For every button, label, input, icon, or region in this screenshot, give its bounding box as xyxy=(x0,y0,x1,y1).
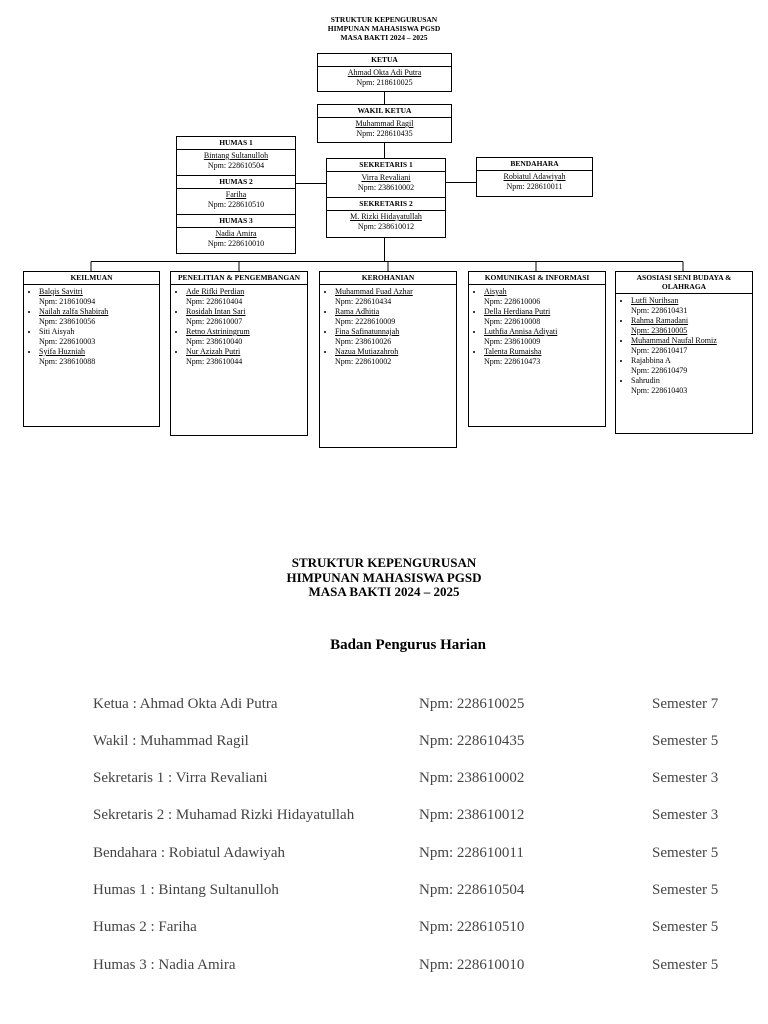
humas-3-name: Nadia Amira xyxy=(215,229,257,238)
member-name: Retno Astriningrum xyxy=(186,327,250,336)
member-name: Syifa Huzniah xyxy=(39,347,85,356)
member-name: Lutfi Nurihsan xyxy=(631,296,679,305)
member-name: Fina Safinatunnajah xyxy=(335,327,400,336)
member-name: Rama Adhitia xyxy=(335,307,380,316)
member-list xyxy=(320,285,456,367)
sekretaris-1-box xyxy=(326,158,446,198)
table-row xyxy=(0,807,768,827)
row-npm: Npm: 228610011 xyxy=(419,845,524,861)
member-name: Muhammad Fuad Azhar xyxy=(335,287,413,296)
member-name: Muhammad Naufal Romiz xyxy=(631,336,717,345)
table-row xyxy=(0,882,768,902)
humas-1-name: Bintang Sultanulloh xyxy=(203,151,269,160)
member-name: Nur Azizah Putri xyxy=(186,347,241,356)
member-npm: Npm: 238610044 xyxy=(186,357,243,366)
wakil-ketua-box xyxy=(317,104,452,143)
row-semester: Semester 5 xyxy=(652,733,719,749)
list-item xyxy=(335,307,456,327)
list-item xyxy=(484,287,605,307)
list-item xyxy=(186,287,307,307)
list-item xyxy=(335,287,456,307)
member-name: Ade Rifki Perdian xyxy=(186,287,245,296)
row-semester: Semester 5 xyxy=(652,845,719,861)
row-label: Humas 3 : Nadia Amira xyxy=(93,957,236,973)
member-npm: Npm: 228610434 xyxy=(335,297,392,306)
row-label: Sekretaris 1 : Virra Revaliani xyxy=(93,770,268,786)
document-title xyxy=(0,556,768,600)
wakil-ketua-name: Muhammad Ragil xyxy=(355,119,414,128)
bendahara-box xyxy=(476,157,593,197)
member-list xyxy=(24,285,159,367)
humas-3-npm: Npm: 228610010 xyxy=(207,238,265,248)
list-item xyxy=(631,376,752,396)
humas-2-title: HUMAS 2 xyxy=(177,176,295,189)
wakil-ketua-title: WAKIL KETUA xyxy=(318,105,451,118)
list-item xyxy=(186,307,307,327)
member-npm: Npm: 228610417 xyxy=(631,346,688,355)
member-name: Talenta Rumaisha xyxy=(484,347,542,356)
humas-2-name: Fariha xyxy=(225,190,247,199)
list-item xyxy=(631,356,752,376)
member-npm: Npm: 228610008 xyxy=(484,317,541,326)
row-npm: Npm: 238610002 xyxy=(419,770,525,786)
org-chart-title-line: STRUKTUR KEPENGURUSAN xyxy=(330,15,438,24)
division-penelitian-pengembangan xyxy=(170,271,308,436)
row-semester: Semester 5 xyxy=(652,919,719,935)
list-item xyxy=(186,347,307,367)
division-asosiasi-seni-budaya-olahraga xyxy=(615,271,753,434)
division-title: ASOSIASI SENI BUDAYA & OLAHRAGA xyxy=(616,272,752,294)
sekretaris-2-box xyxy=(326,197,446,238)
ketua-title: KETUA xyxy=(318,54,451,67)
ketua-npm: Npm: 218610025 xyxy=(356,77,413,87)
table-row xyxy=(0,957,768,977)
sekretaris-1-title: SEKRETARIS 1 xyxy=(327,159,445,172)
bendahara-npm: Npm: 228610011 xyxy=(506,181,563,191)
member-npm: Npm: 238610056 xyxy=(39,317,96,326)
row-label: Humas 1 : Bintang Sultanulloh xyxy=(93,882,279,898)
org-chart-title-line: MASA BAKTI 2024 – 2025 xyxy=(340,33,428,42)
document-title-line: MASA BAKTI 2024 – 2025 xyxy=(308,584,460,599)
table-row xyxy=(0,919,768,939)
member-npm: Npm: 228610404 xyxy=(186,297,243,306)
list-item xyxy=(39,347,159,367)
member-name: Aisyah xyxy=(484,287,507,296)
row-npm: Npm: 228610435 xyxy=(419,733,525,749)
member-npm: Npm: 228610006 xyxy=(484,297,541,306)
member-name: Sahrudin xyxy=(631,376,660,385)
division-komunikasi-informasi xyxy=(468,271,606,427)
humas-2-box xyxy=(176,175,296,215)
ketua-box xyxy=(317,53,452,92)
member-name: Nazua Mutiazahroh xyxy=(335,347,399,356)
row-npm: Npm: 228610504 xyxy=(419,882,525,898)
list-item xyxy=(484,307,605,327)
member-npm: Npm: 238610088 xyxy=(39,357,96,366)
wakil-ketua-npm: Npm: 228610435 xyxy=(356,128,413,138)
member-npm: Npm: 228610473 xyxy=(484,357,541,366)
row-label: Wakil : Muhammad Ragil xyxy=(93,733,249,749)
list-item xyxy=(484,347,605,367)
table-row xyxy=(0,770,768,790)
list-item xyxy=(186,327,307,347)
table-row xyxy=(0,696,768,716)
document-subtitle: Badan Pengurus Harian xyxy=(330,637,486,653)
division-title: KEROHANIAN xyxy=(320,272,456,285)
row-semester: Semester 7 xyxy=(652,696,719,712)
member-npm: Npm: 238610040 xyxy=(186,337,243,346)
row-npm: Npm: 238610012 xyxy=(419,807,525,823)
humas-1-npm: Npm: 228610504 xyxy=(207,160,265,170)
list-item xyxy=(631,296,752,316)
member-npm: Npm: 228610007 xyxy=(186,317,243,326)
member-list xyxy=(171,285,307,367)
member-list xyxy=(616,294,752,396)
row-label: Humas 2 : Fariha xyxy=(93,919,197,935)
member-npm: Npm: 228610479 xyxy=(631,366,688,375)
member-npm: Npm: 218610094 xyxy=(39,297,96,306)
row-semester: Semester 3 xyxy=(652,807,719,823)
row-semester: Semester 3 xyxy=(652,770,719,786)
member-npm: Npm: 228610403 xyxy=(631,386,688,395)
document-title-line: STRUKTUR KEPENGURUSAN xyxy=(291,555,477,570)
bendahara-title: BENDAHARA xyxy=(477,158,592,171)
humas-2-npm: Npm: 228610510 xyxy=(207,199,265,209)
member-name: Siti Aisyah xyxy=(39,327,75,336)
member-name: Rahma Ramadani xyxy=(631,316,689,325)
member-npm: Npm: 228610431 xyxy=(631,306,688,315)
member-npm: Npm: 238610026 xyxy=(335,337,392,346)
member-name: Nailah zalfa Shabirah xyxy=(39,307,109,316)
member-name: Luthfia Annisa Adiyati xyxy=(484,327,558,336)
list-item xyxy=(335,327,456,347)
row-label: Bendahara : Robiatul Adawiyah xyxy=(93,845,286,861)
row-npm: Npm: 228610010 xyxy=(419,957,525,973)
member-npm: Npm: 238610005 xyxy=(631,326,688,335)
list-item xyxy=(39,287,159,307)
row-npm: Npm: 228610025 xyxy=(419,696,525,712)
list-item xyxy=(335,347,456,367)
sekretaris-2-name: M. Rizki Hidayatullah xyxy=(350,212,422,221)
member-npm: Npm: 238610009 xyxy=(484,337,541,346)
humas-1-box xyxy=(176,136,296,176)
humas-3-title: HUMAS 3 xyxy=(177,215,295,228)
member-list xyxy=(469,285,605,367)
division-title: KOMUNIKASI & INFORMASI xyxy=(469,272,605,285)
member-name: Rosidah Intan Sari xyxy=(186,307,246,316)
sekretaris-2-npm: Npm: 238610012 xyxy=(357,221,415,231)
sekretaris-1-name: Virra Revaliani xyxy=(361,173,411,182)
member-npm: Npm: 228610003 xyxy=(39,337,96,346)
division-kerohanian xyxy=(319,271,457,448)
bendahara-name: Robiatul Adawiyah xyxy=(503,172,566,181)
row-npm: Npm: 228610510 xyxy=(419,919,525,935)
row-label: Sekretaris 2 : Muhamad Rizki Hidayatullah xyxy=(93,807,355,823)
table-row xyxy=(0,845,768,865)
row-semester: Semester 5 xyxy=(652,882,719,898)
sekretaris-1-npm: Npm: 238610002 xyxy=(357,182,415,192)
division-keilmuan xyxy=(23,271,160,427)
list-item xyxy=(39,307,159,327)
org-chart-title xyxy=(284,15,484,42)
member-name: Della Herdiana Putri xyxy=(484,307,551,316)
sekretaris-2-title: SEKRETARIS 2 xyxy=(327,198,445,211)
list-item xyxy=(39,327,159,347)
member-npm: Npm: 228610002 xyxy=(335,357,392,366)
humas-1-title: HUMAS 1 xyxy=(177,137,295,150)
list-item xyxy=(631,336,752,356)
row-semester: Semester 5 xyxy=(652,957,719,973)
division-title: KEILMUAN xyxy=(24,272,159,285)
humas-3-box xyxy=(176,214,296,254)
division-title: PENELITIAN & PENGEMBANGAN xyxy=(171,272,307,285)
org-chart-title-line: HIMPUNAN MAHASISWA PGSD xyxy=(327,24,441,33)
ketua-name: Ahmad Okta Adi Putra xyxy=(347,68,422,77)
row-label: Ketua : Ahmad Okta Adi Putra xyxy=(93,696,278,712)
document-title-line: HIMPUNAN MAHASISWA PGSD xyxy=(286,569,482,585)
list-item xyxy=(484,327,605,347)
member-name: Balqis Savitri xyxy=(39,287,83,296)
member-name: Rajabbina A xyxy=(631,356,671,365)
member-npm: Npm: 2228610009 xyxy=(335,317,396,326)
list-item xyxy=(631,316,752,336)
table-row xyxy=(0,733,768,753)
